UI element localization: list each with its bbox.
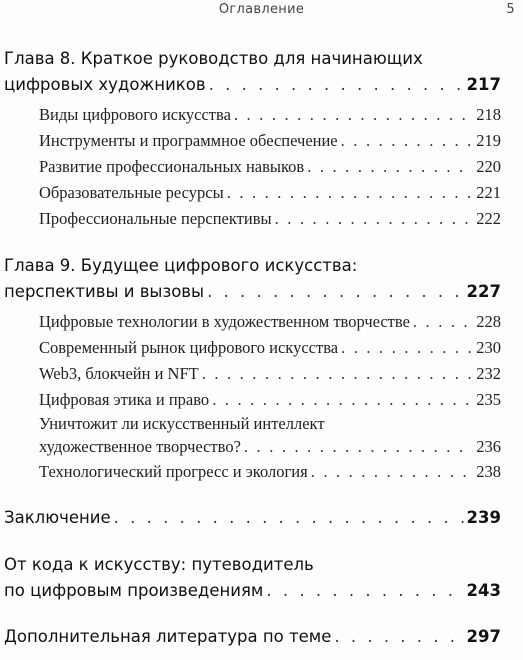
dot-leader — [334, 624, 463, 650]
chapter-entry[interactable] — [0, 279, 523, 305]
page-number: 238 — [476, 462, 501, 481]
toc-section[interactable] — [0, 435, 523, 459]
toc-section[interactable] — [0, 180, 523, 206]
page-number: 219 — [476, 131, 501, 150]
dot-leader — [209, 72, 464, 98]
section-title: Современный рынок цифрового искусства — [39, 338, 339, 357]
dot-leader — [202, 361, 474, 387]
toc-section[interactable] — [0, 102, 523, 128]
toc-section-two-line — [0, 413, 523, 459]
section-title: Цифровые технологии в художественном творчестве — [39, 312, 410, 331]
section-title: Виды цифрового искусства — [39, 105, 231, 124]
toc-section[interactable] — [0, 361, 523, 387]
page-number: 218 — [476, 105, 501, 124]
section-title: Профессиональные перспективы — [39, 209, 272, 228]
dot-leader — [114, 505, 464, 531]
dot-leader — [266, 578, 463, 604]
toc-guide — [0, 552, 523, 604]
chapter-entry[interactable] — [0, 72, 523, 98]
toc-section[interactable] — [0, 387, 523, 413]
page-number: 228 — [476, 312, 501, 331]
page-number: 232 — [476, 364, 501, 383]
chapter-entry[interactable] — [0, 578, 523, 604]
section-title: Развитие профессиональных навыков — [39, 157, 305, 176]
dot-leader — [307, 154, 473, 180]
dot-leader — [227, 180, 474, 206]
section-title: Технологический прогресс и экология — [39, 462, 308, 481]
dot-leader — [234, 102, 473, 128]
page-number: 297 — [466, 627, 501, 646]
page-number: 220 — [476, 157, 501, 176]
page-number: 222 — [476, 209, 501, 228]
dot-leader — [341, 335, 473, 361]
toc-section[interactable] — [0, 206, 523, 232]
chapter-title-line2: по цифровым произведениям — [4, 581, 264, 600]
chapter-title-line1: От кода к искусству: путеводитель — [4, 555, 314, 574]
toc-chapter-9 — [0, 253, 523, 305]
page-number: 239 — [466, 508, 501, 527]
page-number: 230 — [476, 338, 501, 357]
chapter-title-line1: Глава 9. Будущее цифрового искусства: — [4, 256, 358, 275]
chapter-title-line1: Глава 8. Краткое руководство для начинающих — [4, 49, 423, 68]
toc-section[interactable] — [0, 309, 523, 335]
toc-section[interactable] — [0, 459, 523, 485]
toc-chapter-8 — [0, 46, 523, 98]
section-title: Web3, блокчейн и NFT — [39, 364, 199, 383]
section-title: Образовательные ресурсы — [39, 183, 224, 202]
section-title-line1: Уничтожит ли искусственный интеллект — [39, 414, 325, 433]
toc-section[interactable] — [0, 335, 523, 361]
page-number: 221 — [476, 183, 501, 202]
dot-leader — [275, 206, 474, 232]
page-number: 217 — [466, 75, 501, 94]
chapter-title-line2: цифровых художников — [4, 75, 206, 94]
chapter-entry[interactable] — [0, 505, 523, 531]
chapter-entry[interactable] — [0, 624, 523, 650]
chapter-title: Дополнительная литература по теме — [4, 627, 332, 646]
toc-sections-ch9 — [0, 309, 523, 485]
toc-section[interactable] — [0, 128, 523, 154]
page-number: 236 — [476, 437, 501, 456]
dot-leader — [244, 435, 473, 459]
section-title: Инструменты и программное обеспечение — [39, 131, 338, 150]
section-title: Цифровая этика и право — [39, 390, 210, 409]
chapter-title: Заключение — [4, 508, 111, 527]
chapter-title-line2: перспективы и вызовы — [4, 282, 205, 301]
page-number: 227 — [466, 282, 501, 301]
toc-sections-ch8 — [0, 102, 523, 232]
toc-section[interactable] — [0, 154, 523, 180]
toc-literature — [0, 624, 523, 650]
header-title: Оглавление — [218, 2, 305, 17]
dot-leader — [207, 279, 463, 305]
header-page-number: 5 — [506, 2, 515, 17]
page-number: 243 — [466, 581, 501, 600]
dot-leader — [311, 459, 474, 485]
toc-conclusion — [0, 505, 523, 531]
section-title-line2: художественное творчество? — [39, 437, 241, 456]
page-number: 235 — [476, 390, 501, 409]
dot-leader — [341, 128, 474, 154]
table-of-contents — [0, 46, 523, 650]
dot-leader — [413, 309, 473, 335]
dot-leader — [212, 387, 473, 413]
